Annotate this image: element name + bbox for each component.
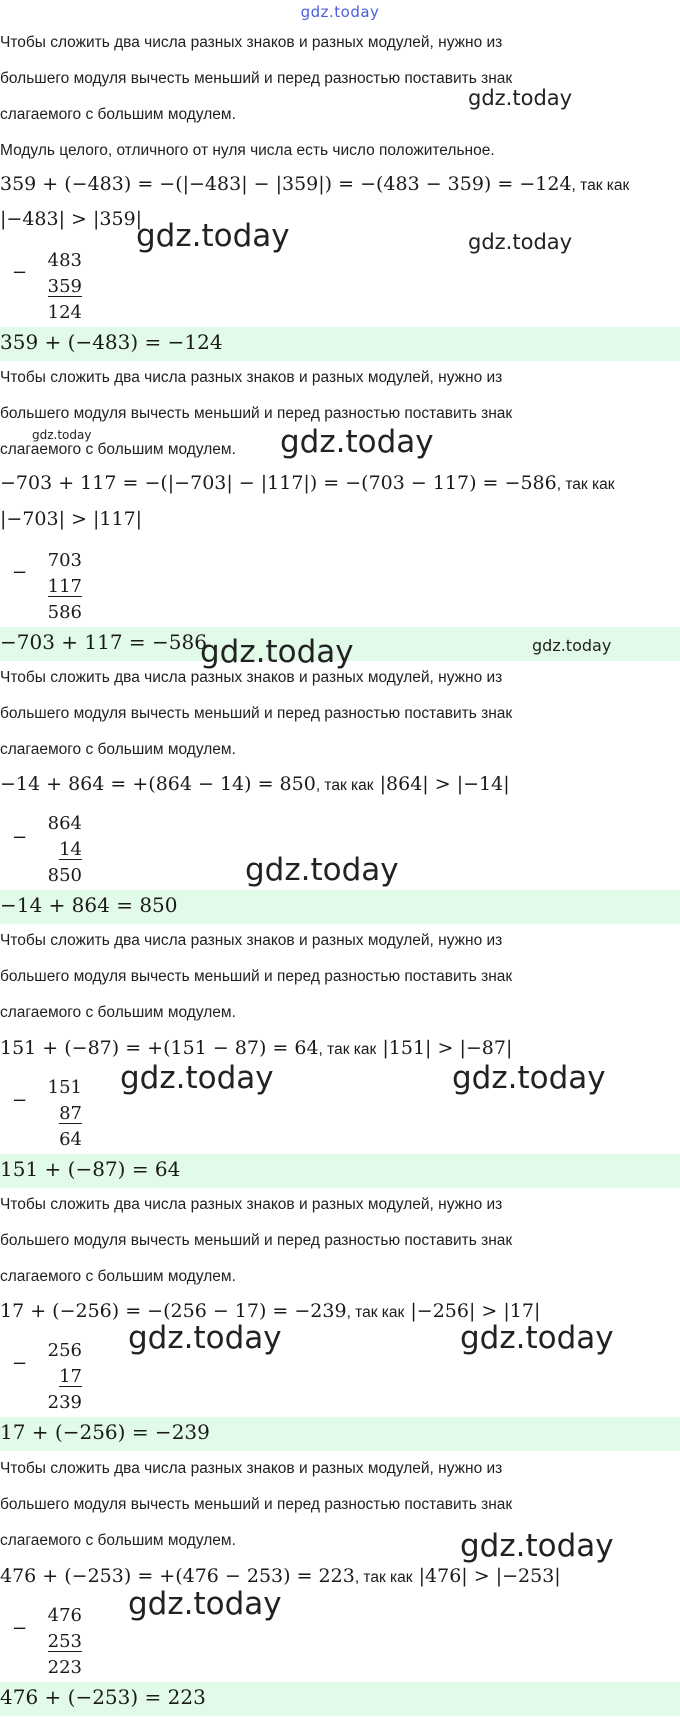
difference: 64 xyxy=(59,1129,82,1150)
rule-text: слагаемого с большим модулем. xyxy=(0,1532,236,1549)
rule-text: слагаемого с большим модулем. xyxy=(0,1004,236,1021)
difference: 239 xyxy=(47,1392,82,1413)
solution-expression: 359 + (−483) = −(|−483| − |359|) = −(483 − 359) = −124, так как xyxy=(0,173,630,195)
result-text: 359 + (−483) = −124 xyxy=(0,330,223,354)
rule-text: слагаемого с большим модулем. xyxy=(0,1268,236,1285)
watermark: gdz.today xyxy=(452,1060,606,1096)
result-row xyxy=(0,1154,680,1188)
subtrahend: 87 xyxy=(59,1103,82,1124)
rule-text: большего модуля вычесть меньший и перед разностью поставить знак xyxy=(0,405,513,422)
watermark: gdz.today xyxy=(245,852,399,888)
modulus-rule-text: Модуль целого, отличного от нуля числа есть число положительное. xyxy=(0,142,495,159)
rule-text: Чтобы сложить два числа разных знаков и разных модулей, нужно из xyxy=(0,1460,503,1477)
result-text: 476 + (−253) = 223 xyxy=(0,1685,206,1709)
result-text: −703 + 117 = −586 xyxy=(0,630,207,654)
watermark: gdz.today xyxy=(200,634,354,670)
rule-text: большего модуля вычесть меньший и перед разностью поставить знак xyxy=(0,1496,513,1513)
rule-text: большего модуля вычесть меньший и перед разностью поставить знак xyxy=(0,70,513,87)
watermark: gdz.today xyxy=(468,86,573,110)
column-subtraction xyxy=(42,548,84,626)
difference: 850 xyxy=(47,865,82,886)
column-subtraction xyxy=(42,1603,84,1681)
minuend: 483 xyxy=(47,250,82,271)
result-text: 17 + (−256) = −239 xyxy=(0,1420,210,1444)
minuend: 476 xyxy=(47,1605,82,1626)
rule-text: большего модуля вычесть меньший и перед разностью поставить знак xyxy=(0,968,513,985)
solution-expression: 151 + (−87) = +(151 − 87) = 64, так как |151| > |−87| xyxy=(0,1037,513,1059)
difference: 223 xyxy=(47,1657,82,1678)
subtrahend: 17 xyxy=(59,1366,82,1387)
difference: 124 xyxy=(47,302,82,323)
result-row xyxy=(0,1417,680,1451)
rule-text: большего модуля вычесть меньший и перед разностью поставить знак xyxy=(0,1232,513,1249)
result-text: −14 + 864 = 850 xyxy=(0,893,178,917)
difference: 586 xyxy=(47,602,82,623)
minus-sign: − xyxy=(12,562,28,583)
watermark: gdz.today xyxy=(460,1320,614,1356)
column-subtraction xyxy=(42,811,84,889)
minus-sign: − xyxy=(12,1090,28,1111)
result-row xyxy=(0,1682,680,1716)
result-text: 151 + (−87) = 64 xyxy=(0,1157,181,1181)
solution-expression: −14 + 864 = +(864 − 14) = 850, так как |864| > |−14| xyxy=(0,773,510,795)
subtrahend: 253 xyxy=(47,1631,82,1652)
watermark: gdz.today xyxy=(468,230,573,254)
minuend: 151 xyxy=(47,1077,82,1098)
condition: |−483| > |359| xyxy=(0,208,143,230)
result-row xyxy=(0,890,680,924)
solution-expression: 17 + (−256) = −(256 − 17) = −239, так как |−256| > |17| xyxy=(0,1300,541,1322)
watermark: gdz.today xyxy=(460,1528,614,1564)
rule-text: большего модуля вычесть меньший и перед разностью поставить знак xyxy=(0,705,513,722)
rule-text: Чтобы сложить два числа разных знаков и разных модулей, нужно из xyxy=(0,34,503,51)
rule-text: слагаемого с большим модулем. xyxy=(0,106,236,123)
minuend: 864 xyxy=(47,813,82,834)
watermark: gdz.today xyxy=(32,428,92,442)
rule-text: Чтобы сложить два числа разных знаков и разных модулей, нужно из xyxy=(0,932,503,949)
solution-expression: 476 + (−253) = +(476 − 253) = 223, так как |476| > |−253| xyxy=(0,1565,561,1587)
minus-sign: − xyxy=(12,1618,28,1639)
watermark: gdz.today xyxy=(280,424,434,460)
column-subtraction xyxy=(42,248,84,326)
column-subtraction xyxy=(42,1338,84,1416)
watermark: gdz.today xyxy=(532,636,612,655)
minus-sign: − xyxy=(12,262,28,283)
watermark: gdz.today xyxy=(128,1320,282,1356)
column-subtraction xyxy=(42,1075,84,1153)
result-row xyxy=(0,327,680,361)
watermark: gdz.today xyxy=(120,1060,274,1096)
minus-sign: − xyxy=(12,827,28,848)
rule-text: Чтобы сложить два числа разных знаков и разных модулей, нужно из xyxy=(0,1196,503,1213)
condition: |−703| > |117| xyxy=(0,508,143,530)
watermark-top: gdz.today xyxy=(300,3,380,21)
subtrahend: 14 xyxy=(59,839,82,860)
rule-text: Чтобы сложить два числа разных знаков и разных модулей, нужно из xyxy=(0,669,503,686)
watermark: gdz.today xyxy=(136,218,290,254)
minuend: 256 xyxy=(47,1340,82,1361)
watermark: gdz.today xyxy=(128,1586,282,1622)
subtrahend: 117 xyxy=(47,576,82,597)
solution-expression: −703 + 117 = −(|−703| − |117|) = −(703 − 117) = −586, так как xyxy=(0,472,615,494)
rule-text: слагаемого с большим модулем. xyxy=(0,441,236,458)
subtrahend: 359 xyxy=(47,276,82,297)
minus-sign: − xyxy=(12,1353,28,1374)
rule-text: слагаемого с большим модулем. xyxy=(0,741,236,758)
rule-text: Чтобы сложить два числа разных знаков и разных модулей, нужно из xyxy=(0,369,503,386)
minuend: 703 xyxy=(47,550,82,571)
